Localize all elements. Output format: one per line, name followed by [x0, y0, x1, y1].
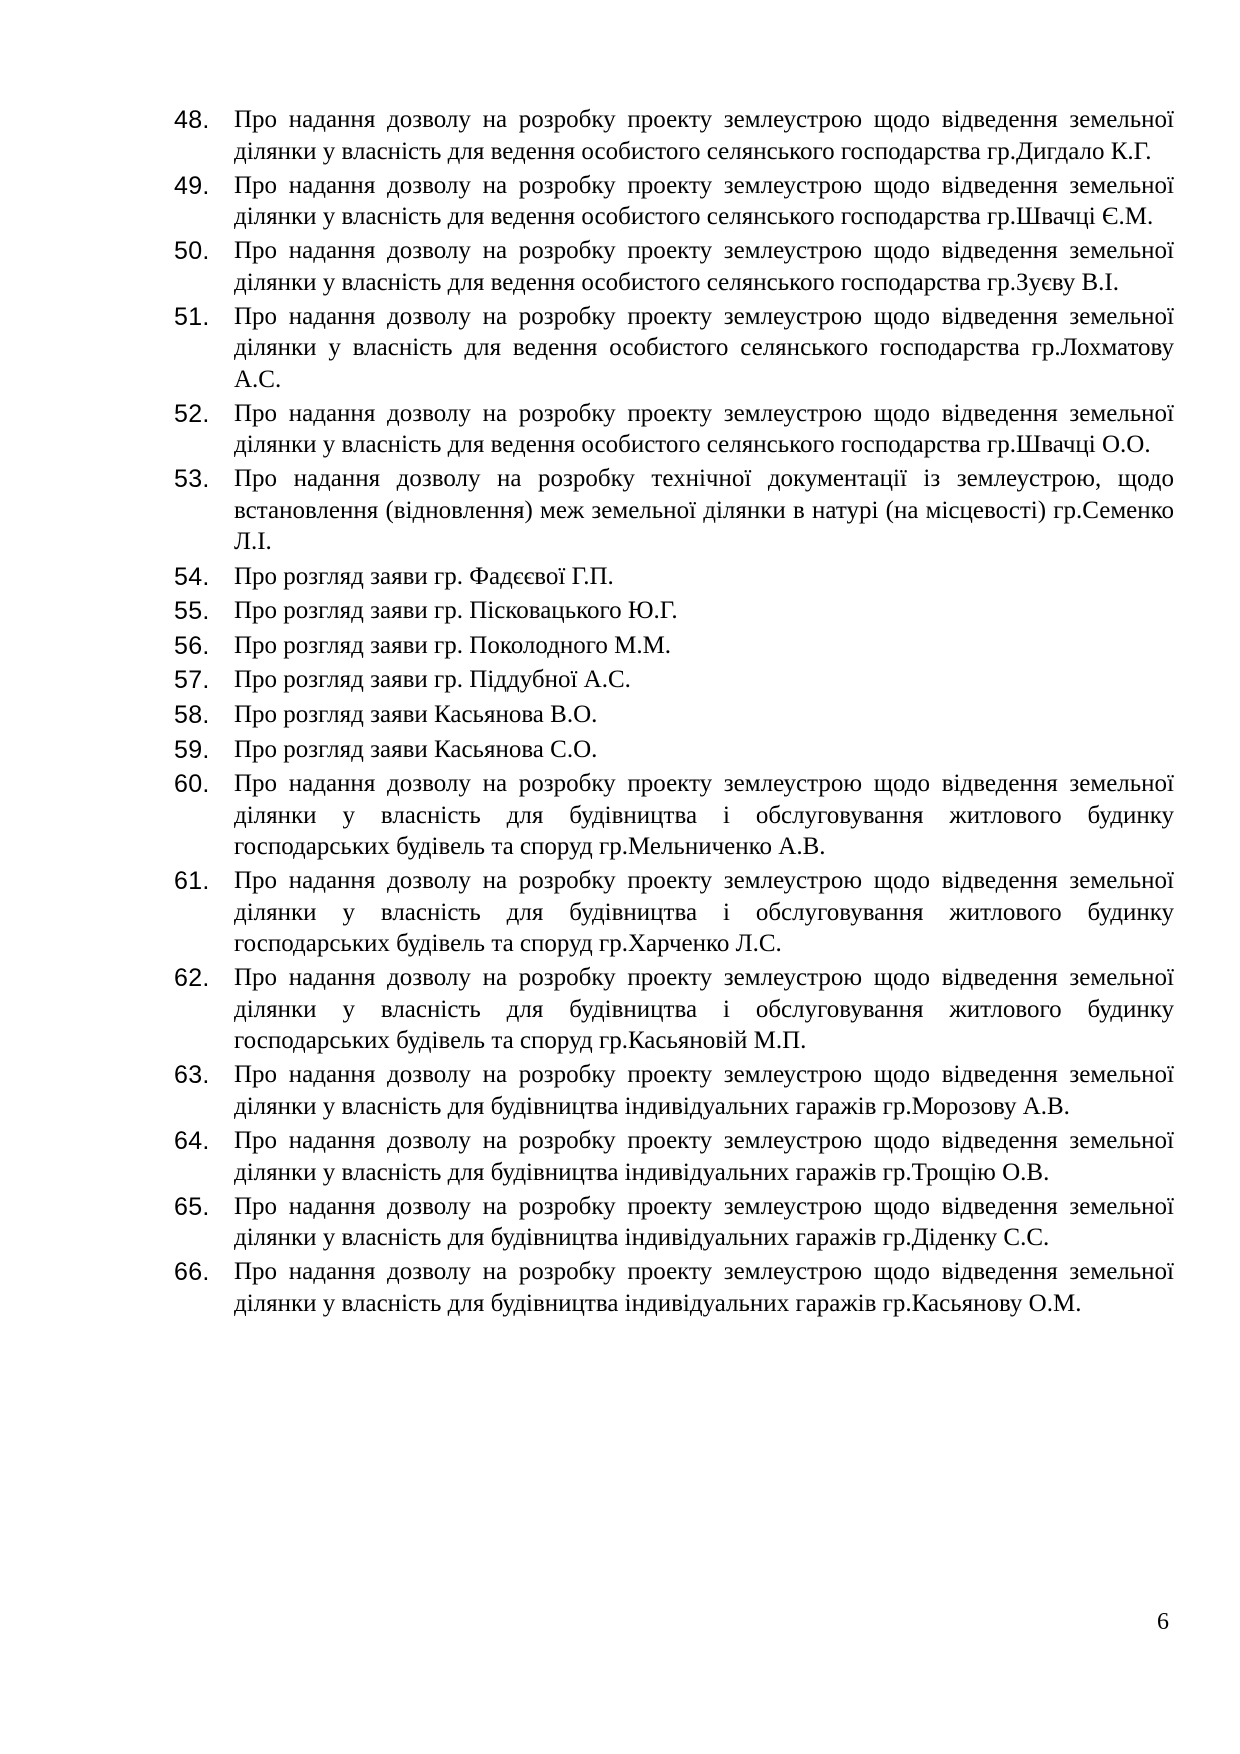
agenda-item	[174, 699, 1174, 731]
item-number: 61.	[174, 867, 210, 896]
item-number: 59.	[174, 735, 210, 764]
item-text: Про надання дозволу на розробку проекту землеустрою щодо відведення земельної ділянки у власність для будівництва індивідуальних гаражів гр.Морозову А.В.	[234, 1061, 1174, 1120]
item-number: 53.	[174, 465, 210, 494]
item-text: Про надання дозволу на розробку проекту землеустрою щодо відведення земельної ділянки у власність для ведення особистого селянського господарства гр.Дигдало К.Г.	[234, 106, 1174, 165]
item-text: Про надання дозволу на розробку проекту землеустрою щодо відведення земельної ділянки у власність для будівництва і обслуговування житлового будинку господарських будівель та споруд гр.Касьяновій М.П.	[234, 964, 1174, 1055]
item-text: Про надання дозволу на розробку проекту землеустрою щодо відведення земельної ділянки у власність для будівництва індивідуальних гаражів гр.Трощію О.В.	[234, 1127, 1174, 1186]
agenda-item	[174, 1191, 1174, 1254]
item-text: Про розгляд заяви гр. Піддубної А.С.	[234, 666, 631, 694]
item-number: 57.	[174, 666, 210, 695]
item-text: Про надання дозволу на розробку проекту землеустрою щодо відведення земельної ділянки у власність для ведення особистого селянського господарства гр.Зуєву В.І.	[234, 237, 1174, 296]
item-number: 48.	[174, 106, 210, 134]
item-text: Про розгляд заяви Касьянова В.О.	[234, 700, 598, 728]
item-text: Про розгляд заяви гр. Фадєєвої Г.П.	[234, 562, 614, 590]
item-text: Про надання дозволу на розробку проекту землеустрою щодо відведення земельної ділянки у власність для будівництва індивідуальних гаражів гр.Касьянову О.М.	[234, 1258, 1174, 1317]
item-number: 56.	[174, 631, 210, 660]
item-number: 63.	[174, 1061, 210, 1090]
agenda-item	[174, 170, 1174, 233]
agenda-item	[174, 734, 1174, 766]
item-text: Про надання дозволу на розробку проекту землеустрою щодо відведення земельної ділянки у власність для будівництва і обслуговування житлового будинку господарських будівель та споруд гр.Мельниченко А.В.	[234, 770, 1174, 861]
agenda-item	[174, 1256, 1174, 1319]
item-number: 52.	[174, 399, 210, 428]
item-number: 50.	[174, 237, 210, 266]
agenda-item	[174, 1059, 1174, 1122]
agenda-item	[174, 561, 1174, 593]
item-number: 58.	[174, 700, 210, 729]
item-text: Про надання дозволу на розробку проекту землеустрою щодо відведення земельної ділянки у власність для ведення особистого селянського господарства гр.Лохматову А.С.	[234, 302, 1174, 393]
agenda-item	[174, 235, 1174, 298]
item-text: Про розгляд заяви гр. Поколодного М.М.	[234, 631, 672, 659]
item-text: Про надання дозволу на розробку технічної документації із землеустрою, щодо встановлення (відновлення) меж земельної ділянки в натурі (на місцевості) гр.Семенко Л.І.	[234, 465, 1174, 556]
item-number: 60.	[174, 770, 210, 799]
item-text: Про надання дозволу на розробку проекту землеустрою щодо відведення земельної ділянки у власність для будівництва і обслуговування житлового будинку господарських будівель та споруд гр.Харченко Л.С.	[234, 867, 1174, 958]
agenda-item	[174, 463, 1174, 558]
item-number: 66.	[174, 1258, 210, 1287]
item-number: 55.	[174, 597, 210, 626]
item-number: 49.	[174, 171, 210, 200]
item-number: 65.	[174, 1192, 210, 1221]
item-number: 62.	[174, 964, 210, 993]
agenda-item	[174, 664, 1174, 696]
item-text: Про розгляд заяви гр. Пісковацького Ю.Г.	[234, 597, 678, 625]
item-number: 64.	[174, 1127, 210, 1155]
item-number: 54.	[174, 562, 210, 591]
agenda-item	[174, 768, 1174, 863]
agenda-item	[174, 104, 1174, 167]
item-text: Про надання дозволу на розробку проекту землеустрою щодо відведення земельної ділянки у власність для будівництва індивідуальних гаражів гр.Діденку С.С.	[234, 1192, 1174, 1252]
agenda-item	[174, 1125, 1174, 1188]
agenda-item	[174, 865, 1174, 960]
item-text: Про надання дозволу на розробку проекту землеустрою щодо відведення земельної ділянки у власність для ведення особистого селянського господарства гр.Швачці О.О.	[234, 399, 1174, 459]
item-text: Про надання дозволу на розробку проекту землеустрою щодо відведення земельної ділянки у власність для ведення особистого селянського господарства гр.Швачці Є.М.	[234, 171, 1174, 231]
agenda-item	[174, 398, 1174, 461]
page-number: 6	[1157, 1609, 1169, 1635]
item-number: 51.	[174, 302, 210, 331]
agenda-item	[174, 301, 1174, 396]
item-text: Про розгляд заяви Касьянова С.О.	[234, 735, 598, 763]
agenda-item	[174, 630, 1174, 662]
agenda-item	[174, 962, 1174, 1057]
agenda-list	[174, 104, 1174, 1322]
agenda-item	[174, 595, 1174, 627]
